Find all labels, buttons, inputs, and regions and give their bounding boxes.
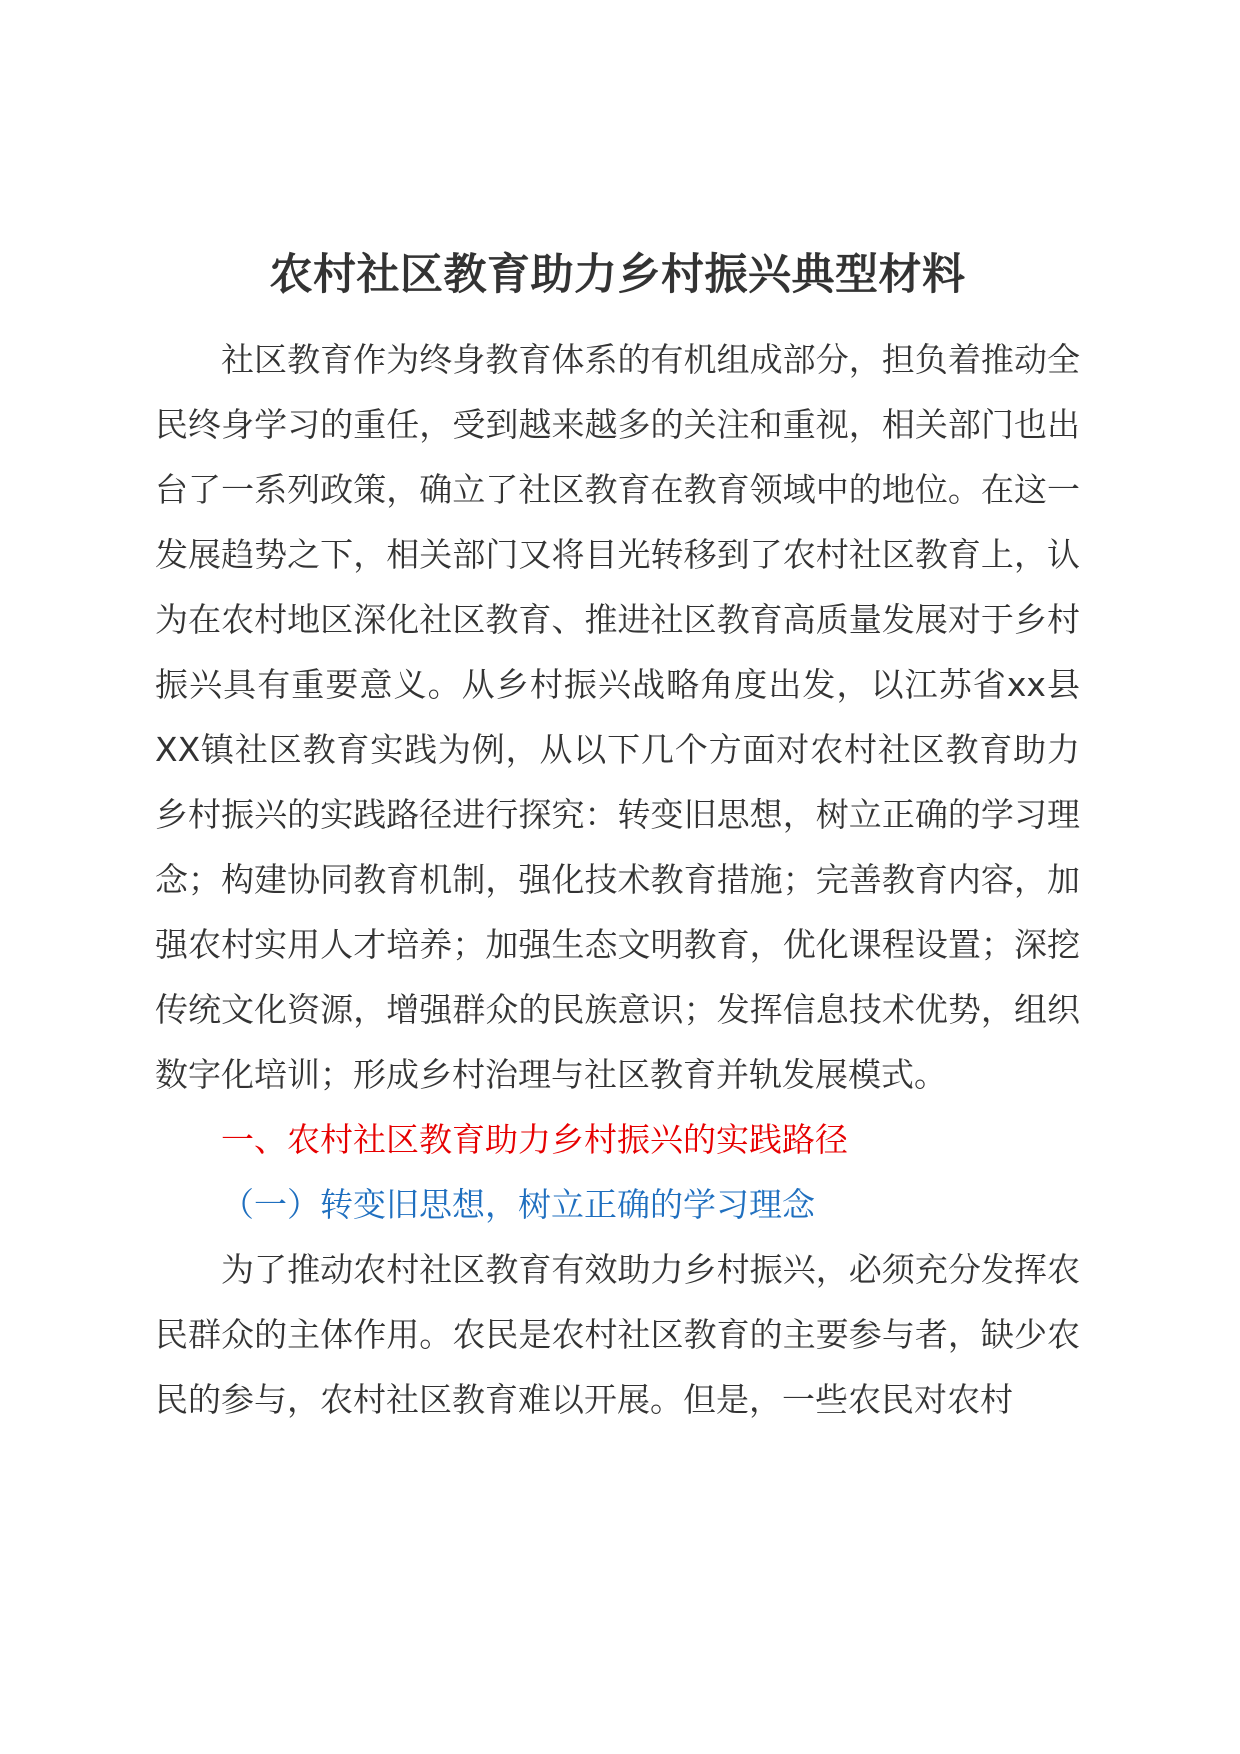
section-heading: 一、农村社区教育助力乡村振兴的实践路径 [221,1120,848,1159]
subsection-heading: （一）转变旧思想，树立正确的学习理念 [221,1185,815,1224]
document-title: 农村社区教育助力乡村振兴典型材料 [269,250,966,300]
subsection-paragraph: 为了推动农村社区教育有效助力乡村振兴，必须充分发挥农民群众的主体作用。农民是农村社区教育的主要参与者，缺少农民的参与，农村社区教育难以开展。但是，一些农民对农村 [155,1250,1080,1419]
intro-paragraph: 社区教育作为终身教育体系的有机组成部分，担负着推动全民终身学习的重任，受到越来越多的关注和重视，相关部门也出台了一系列政策，确立了社区教育在教育领域中的地位。在这一发展趋势之下，相关部门又将目光转移到了农村社区教育上，认为在农村地区深化社区教育、推进社区教育高质量发展对于乡村振兴具有重要意义。从乡村振兴战略角度出发，以江苏省xx县XX镇社区教育实践为例，从以下几个方面对农村社区教育助力乡村振兴的实践路径进行探究：转变旧思想，树立正确的学习理念；构建协同教育机制，强化技术教育措施；完善教育内容，加强农村实用人才培养；加强生态文明教育，优化课程设置；深挖传统文化资源，增强群众的民族意识；发挥信息技术优势，组织数字化培训；形成乡村治理与社区教育并轨发展模式。 [155,340,1080,1094]
document-page [155,245,1080,1432]
